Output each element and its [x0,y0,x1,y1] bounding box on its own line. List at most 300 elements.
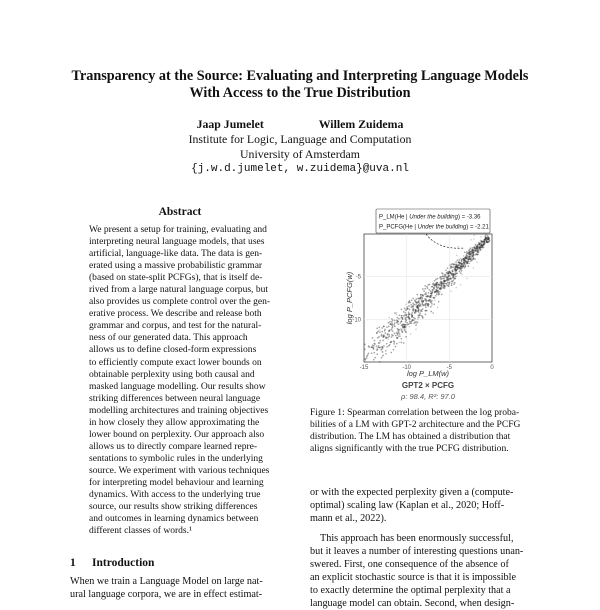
scatter-point [405,321,407,323]
scatter-point [417,298,419,300]
scatter-point [473,267,475,269]
scatter-point [423,290,425,292]
scatter-point [388,330,390,332]
scatter-point [376,345,378,347]
text-line: optimal) scaling law (Kaplan et al., 2020; Hoff- [310,500,505,511]
scatter-point [390,323,392,325]
scatter-point [377,349,379,351]
scatter-point [439,291,441,293]
scatter-point [479,243,481,245]
scatter-point [432,289,434,291]
scatter-point [418,307,420,309]
author-names [0,117,600,132]
abstract-line: grammar and corpus, and test for the natural- [89,320,262,332]
intro-line: When we train a Language Model on large nat- [70,576,263,587]
scatter-point [458,246,460,248]
scatter-point [453,273,455,275]
scatter-point [447,267,449,269]
scatter-point [387,333,389,335]
scatter-point [391,318,393,320]
scatter-point [364,344,366,346]
scatter-point [444,281,446,283]
scatter-point [408,314,410,316]
scatter-point [401,315,403,317]
scatter-point [481,241,483,243]
scatter-point [437,278,439,280]
scatter-point [438,301,440,303]
scatter-point [432,284,434,286]
scatter-point [422,288,424,290]
abstract-line: interpreting neural language models, that uses [89,236,265,248]
scatter-point [379,347,381,349]
scatter-point [402,318,404,320]
scatter-point [449,277,451,279]
scatter-point [394,333,396,335]
scatter-point [388,317,390,319]
scatter-point [457,259,459,261]
scatter-point [426,301,428,303]
scatter-point [381,327,383,329]
scatter-point [448,270,450,272]
scatter-point [373,347,375,349]
legend-pcfg-target: Under the building [417,224,467,231]
section-number: 1 [70,557,76,569]
scatter-point [424,288,426,290]
scatter-point [473,258,475,260]
scatter-point [383,326,385,328]
scatter-point [400,338,402,340]
scatter-point [409,309,411,311]
affiliation-2: University of Amsterdam [240,147,360,161]
scatter-point [455,268,457,270]
abstract-heading: Abstract [158,206,202,218]
scatter-point [447,277,449,279]
intro-body [70,575,294,601]
scatter-point [429,300,431,302]
legend-pcfg-value: -2.21 [475,224,489,231]
scatter-point [463,261,465,263]
scatter-point [459,267,461,269]
scatter-point [409,302,411,304]
scatter-point [372,337,374,339]
scatter-point [418,314,420,316]
scatter-point [404,308,406,310]
scatter-point [445,269,447,271]
abstract-line: artificial, language-like data. The data is gen- [89,248,263,260]
scatter-point [403,330,405,332]
scatter-point [386,326,388,328]
scatter-point [473,250,475,252]
intro-line: ural language corpora, we are in effect estimat- [70,589,263,600]
scatter-point [415,329,417,331]
scatter-point [470,239,472,241]
scatter-point [395,332,397,334]
scatter-point [394,320,396,322]
scatter-point [387,336,389,338]
scatter-point [466,255,468,257]
scatter-point [404,317,406,319]
scatter-point [387,339,389,341]
scatter-point [485,234,487,236]
scatter-point [436,293,438,295]
scatter-point [424,310,426,312]
scatter-point [396,314,398,316]
legend-lm-value: -3.36 [466,214,481,221]
scatter-point [478,248,480,250]
scatter-point [434,280,436,282]
scatter-point [466,278,468,280]
scatter-point [391,324,393,326]
scatter-point [407,316,409,318]
scatter-point [456,272,458,274]
scatter-point [441,293,443,295]
scatter-point [449,282,451,284]
scatter-point [416,323,418,325]
scatter-point [479,247,481,249]
scatter-point [410,321,412,323]
scatter-point [456,266,458,268]
scatter-point [410,304,412,306]
scatter-point [408,312,410,314]
scatter-point [461,268,463,270]
scatter-point [416,302,418,304]
scatter-point [408,305,410,307]
scatter-point [463,255,465,257]
scatter-point [394,322,396,324]
scatter-point [454,276,456,278]
scatter-point [366,357,368,359]
figure-caption [310,407,530,455]
scatter-point [453,283,455,285]
y-tick-label: -10 [352,317,361,324]
abstract-body [89,224,281,537]
scatter-point [400,328,402,330]
scatter-point [424,305,426,307]
scatter-point [464,252,466,254]
scatter-point [403,311,405,313]
scatter-point [379,340,381,342]
scatter-point [429,284,431,286]
scatter-point [455,287,457,289]
scatter-point [424,285,426,287]
scatter-point [430,311,432,313]
scatter-point [458,264,460,266]
text-line: or with the expected perplexity given a (compute- [310,487,514,498]
chart-legend [376,209,490,233]
scatter-point [475,244,477,246]
scatter-point [393,343,395,345]
scatter-point [365,359,367,361]
scatter-point [455,261,457,263]
scatter-point [415,321,417,323]
abstract-line: erated using a massive probabilistic grammar [89,260,263,272]
scatter-point [425,303,427,305]
scatter-point [466,262,468,264]
scatter-point [411,315,413,317]
scatter-point [391,321,393,323]
scatter-point [415,300,417,302]
scatter-point [412,298,414,300]
scatter-point [451,283,453,285]
x-axis-label: log P_LM(w) [406,369,450,378]
right-column-text [310,486,530,610]
scatter-point [467,265,469,267]
scatter-point [393,340,395,342]
scatter-point [460,284,462,286]
text-line: swered. First, one consequence of the absence of [310,559,509,570]
scatter-point [434,299,436,301]
intro-heading [70,557,154,569]
scatter-point [462,258,464,260]
scatter-point [420,296,422,298]
scatter-point [442,278,444,280]
scatter-point [440,285,442,287]
scatter-point [460,272,462,274]
scatter-point [483,239,485,241]
scatter-point [439,277,441,279]
paragraph-1 [310,486,530,525]
scatter-point [456,255,458,257]
title-line-2: With Access to the True Distribution [189,85,411,101]
legend-entry-pcfg [379,225,489,231]
chart-title: GPT2 × PCFG [401,381,455,390]
scatter-point [411,312,413,314]
scatter-point [481,246,483,248]
text-line: to exactly determine the optimal perplexity that a [310,585,511,596]
scatter-point [452,263,454,265]
scatter-point [421,310,423,312]
scatter-point [437,292,439,294]
scatter-point [432,312,434,314]
scatter-point [392,330,394,332]
scatter-point [386,343,388,345]
scatter-point [441,272,443,274]
scatter-point [435,279,437,281]
scatter-point [379,329,381,331]
scatter-point [486,242,488,244]
scatter-point [451,281,453,283]
scatter-point [468,253,470,255]
text-line: mann et al., 2022). [310,513,387,524]
scatter-point [411,299,413,301]
scatter-point [401,331,403,333]
scatter-point [417,294,419,296]
scatter-point [469,256,471,258]
scatter-point [425,306,427,308]
legend-pcfg-sep: | [412,224,418,231]
scatter-point [427,304,429,306]
scatter-point [373,352,375,354]
scatter-point [443,284,445,286]
scatter-point [406,306,408,308]
scatter-point [401,324,403,326]
scatter-point [435,285,437,287]
scatter-point [404,312,406,314]
scatter-point [403,326,405,328]
scatter-point [435,295,437,297]
abstract-line: obtainable perplexity using both causal and [89,368,255,380]
scatter-point [412,302,414,304]
scatter-point [364,348,366,350]
scatter-point [464,257,466,259]
scatter-point [409,318,411,320]
scatter-point [381,335,383,337]
scatter-point [450,264,452,266]
scatter-point [447,279,449,281]
legend-lm-target: Under the building [409,214,458,221]
scatter-point [378,345,380,347]
legend-pcfg-open: ( [403,224,406,231]
paper-title [40,68,560,102]
scatter-point [403,342,405,344]
scatter-point [421,302,423,304]
scatter-point [465,265,467,267]
scatter-point [377,330,379,332]
abstract-line: different classes of words.¹ [89,525,192,537]
scatter-point [448,284,450,286]
scatter-point [446,273,448,275]
scatter-point [424,299,426,301]
scatter-point [396,337,398,339]
scatter-point [476,254,478,256]
scatter-point [467,257,469,259]
x-tick-label: -5 [446,365,453,371]
section-title: Introduction [92,557,155,569]
scatter-point [445,275,447,277]
scatter-point [399,333,401,335]
scatter-point [417,317,419,319]
scatter-point [461,270,463,272]
scatter-point [378,326,380,328]
scatter-point [431,286,433,288]
scatter-point [471,259,473,261]
scatter-point [394,312,396,314]
scatter-point [420,294,422,296]
legend-entry-lm [379,215,481,221]
scatter-point [456,263,458,265]
scatter-point [411,306,413,308]
scatter-point [381,331,383,333]
paragraph-2 [310,532,530,610]
abstract-line: lower bound on perplexity. Our approach also [89,428,265,440]
scatter-point [405,320,407,322]
abstract-line: striking differences between neural language [89,392,261,404]
scatter-point [374,340,376,342]
abstract-line: masked language modelling. Our results show [89,380,266,392]
scatter-point [405,330,407,332]
scatter-point [431,303,433,305]
scatter-point [481,243,483,245]
legend-lm-open: ( [394,214,397,221]
abstract-line: to efficiently compute exact lower bounds on [89,356,262,368]
scatter-point [422,300,424,302]
scatter-point [400,342,402,344]
legend-lm-close: ) = [457,214,467,221]
text-line: but it leaves a number of interesting questions unan- [310,546,524,557]
scatter-point [424,293,426,295]
scatter-point [397,317,399,319]
scatter-point [409,300,411,302]
scatter-point [396,312,398,314]
scatter-point [382,347,384,349]
scatter-point [384,330,386,332]
abstract-line: in how closely they allow approximating the [89,416,260,428]
scatter-point [414,310,416,312]
legend-pcfg-close: ) = [466,224,476,231]
scatter-point [390,352,392,354]
scatter-point [444,287,446,289]
scatter-point [452,279,454,281]
legend-pcfg-model: P_PCFG [379,224,404,231]
scatter-point [470,253,472,255]
scatter-point [381,357,383,359]
scatter-point [396,322,398,324]
scatter-point [398,323,400,325]
figure-1-scatter-chart [326,204,516,404]
scatter-point [407,324,409,326]
scatter-point [430,295,432,297]
scatter-point [398,314,400,316]
scatter-point [389,321,391,323]
scatter-point [422,317,424,319]
y-tick-label: -5 [355,274,361,281]
scatter-point [472,254,474,256]
scatter-point [437,306,439,308]
scatter-point [468,263,470,265]
scatter-point [463,265,465,267]
caption-line: distribution. The LM has obtained a distribution that [310,431,511,443]
scatter-point [431,305,433,307]
scatter-point [405,309,407,311]
scatter-point [439,288,441,290]
scatter-point [480,240,482,242]
legend-lm-model: P_LM [379,214,395,221]
scatter-point [461,274,463,276]
scatter-point [472,252,474,254]
scatter-point [464,259,466,261]
x-tick-label: -15 [359,365,369,371]
scatter-point [391,323,393,325]
scatter-point [427,295,429,297]
scatter-point [395,346,397,348]
scatter-point [376,332,378,334]
scatter-point [388,345,390,347]
text-line: language model can obtain. Second, when design- [310,598,515,609]
scatter-point [452,266,454,268]
abstract-line: for interpreting model behaviour and learning [89,476,264,488]
scatter-point [471,256,473,258]
scatter-point [474,258,476,260]
scatter-point [425,314,427,316]
scatter-point [368,345,370,347]
scatter-point [367,354,369,356]
caption-line: bilities of a LM with GPT-2 architecture and the PCFG [310,419,521,431]
scatter-point [439,284,441,286]
scatter-point [373,359,375,361]
legend-pcfg-context: He [405,224,413,231]
scatter-point [427,287,429,289]
author-1: Jaap Jumelet [196,117,264,131]
caption-line: Figure 1: Spearman correlation between the log proba- [310,407,520,418]
scatter-point [487,237,489,239]
scatter-point [418,309,420,311]
scatter-point [474,235,476,237]
scatter-point [417,318,419,320]
text-line: an explicit stochastic source is that it is impossible [310,572,516,583]
chart-stats: ρ: 98.4, R²: 97.0 [401,392,455,401]
scatter-point [444,282,446,284]
scatter-point [460,258,462,260]
